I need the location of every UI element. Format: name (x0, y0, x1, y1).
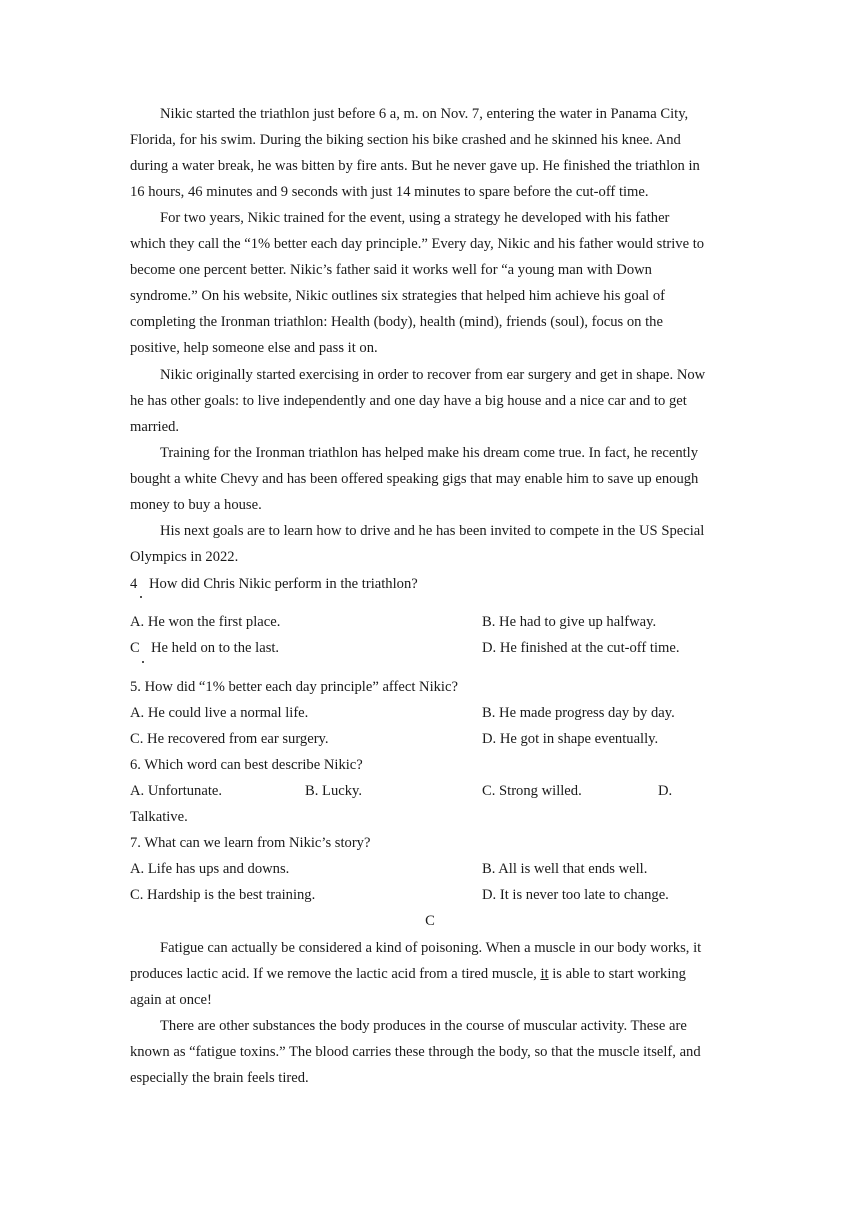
question-6-option-d-text: Talkative. (130, 809, 188, 825)
question-4-option-c: He held on to the last. (151, 640, 280, 656)
question-6-option-b: B. Lucky. (305, 783, 363, 799)
passage-c-p1-line-1: Fatigue can actually be considered a kind of poisoning. When a muscle in our body works, it (160, 940, 702, 956)
passage-c-p1-line-2-end: is able to start working (548, 966, 686, 982)
question-6-option-d: D. (658, 783, 673, 799)
passage-c-p2-line-1: There are other substances the body produces in the course of muscular activity. These are (160, 1018, 687, 1034)
question-6-stem: 6. Which word can best describe Nikic? (130, 757, 363, 773)
question-7-option-b: B. All is well that ends well. (482, 861, 648, 877)
question-6-option-a: A. Unfortunate. (130, 783, 222, 799)
passage-b-p3-line-3: married. (130, 419, 180, 435)
passage-b-p2-line-6: positive, help someone else and pass it on. (130, 340, 378, 356)
passage-c-p1-line-3: again at once! (130, 992, 212, 1008)
question-6-option-c: C. Strong willed. (482, 783, 582, 799)
passage-b-p4-line-1: Training for the Ironman triathlon has helped make his dream come true. In fact, he recently (160, 445, 699, 461)
question-7-stem: 7. What can we learn from Nikic’s story? (130, 835, 371, 851)
passage-c-p1-line-2 (130, 964, 686, 984)
passage-b-p3-line-2: he has other goals: to live independently and one day have a big house and a nice car and to get (130, 393, 687, 409)
passage-c-p1-line-2-start: produces lactic acid. If we remove the lactic acid from a tired muscle, (130, 966, 541, 982)
question-5-stem: 5. How did “1% better each day principle” affect Nikic? (130, 679, 458, 695)
question-4-stem: How did Chris Nikic perform in the triathlon? (149, 576, 418, 592)
question-4-option-a: A. He won the first place. (130, 614, 281, 630)
question-4-option-c-letter: C (130, 640, 140, 656)
passage-b-p5-line-1: His next goals are to learn how to drive and he has been invited to compete in the US Special (160, 523, 705, 539)
question-5-option-b: B. He made progress day by day. (482, 705, 675, 721)
question-5-option-a: A. He could live a normal life. (130, 705, 309, 721)
passage-c-p2-line-2: known as “fatigue toxins.” The blood carries these through the body, so that the muscle itself, and (130, 1044, 701, 1060)
question-4-option-b: B. He had to give up halfway. (482, 614, 657, 630)
question-7-option-d: D. It is never too late to change. (482, 887, 669, 903)
passage-b-p2-line-1: For two years, Nikic trained for the event, using a strategy he developed with his father (160, 210, 670, 226)
question-5-option-c: C. He recovered from ear surgery. (130, 731, 329, 747)
passage-b-p1-line-3: during a water break, he was bitten by fire ants. But he never gave up. He finished the triathlon in (130, 158, 700, 174)
question-4-number: 4 (130, 576, 138, 592)
passage-b-p4-line-3: money to buy a house. (130, 497, 262, 513)
passage-c-heading: C (425, 913, 435, 929)
passage-b-p2-line-3: become one percent better. Nikic’s father said it works well for “a young man with Down (130, 262, 652, 278)
passage-b-p2-line-4: syndrome.” On his website, Nikic outlines six strategies that helped him achieve his goal of (130, 288, 665, 304)
passage-c-p2-line-3: especially the brain feels tired. (130, 1070, 309, 1086)
passage-b-p4-line-2: bought a white Chevy and has been offered speaking gigs that may enable him to save up enough (130, 471, 699, 487)
passage-b-p5-line-2: Olympics in 2022. (130, 549, 239, 565)
bullet-dot-marker (142, 661, 144, 663)
passage-b-p2-line-2: which they call the “1% better each day principle.” Every day, Nikic and his father would strive to (130, 236, 705, 252)
bullet-dot-marker (140, 596, 142, 598)
passage-b-p2-line-5: completing the Ironman triathlon: Health (body), health (mind), friends (soul), focus on the (130, 314, 663, 330)
passage-b-p1-line-4: 16 hours, 46 minutes and 9 seconds with just 14 minutes to spare before the cut-off time. (130, 184, 649, 200)
passage-b-p3-line-1: Nikic originally started exercising in order to recover from ear surgery and get in shape. Now (160, 367, 706, 383)
underlined-word-it: it (540, 966, 549, 982)
question-5-option-d: D. He got in shape eventually. (482, 731, 659, 747)
question-7-option-a: A. Life has ups and downs. (130, 861, 290, 877)
passage-b-p1-line-2: Florida, for his swim. During the biking section his bike crashed and he skinned his knee. And (130, 132, 681, 148)
question-7-option-c: C. Hardship is the best training. (130, 887, 316, 903)
question-4-option-d: D. He finished at the cut-off time. (482, 640, 680, 656)
passage-b-p1-line-1: Nikic started the triathlon just before 6 a, m. on Nov. 7, entering the water in Panama City, (160, 106, 689, 122)
